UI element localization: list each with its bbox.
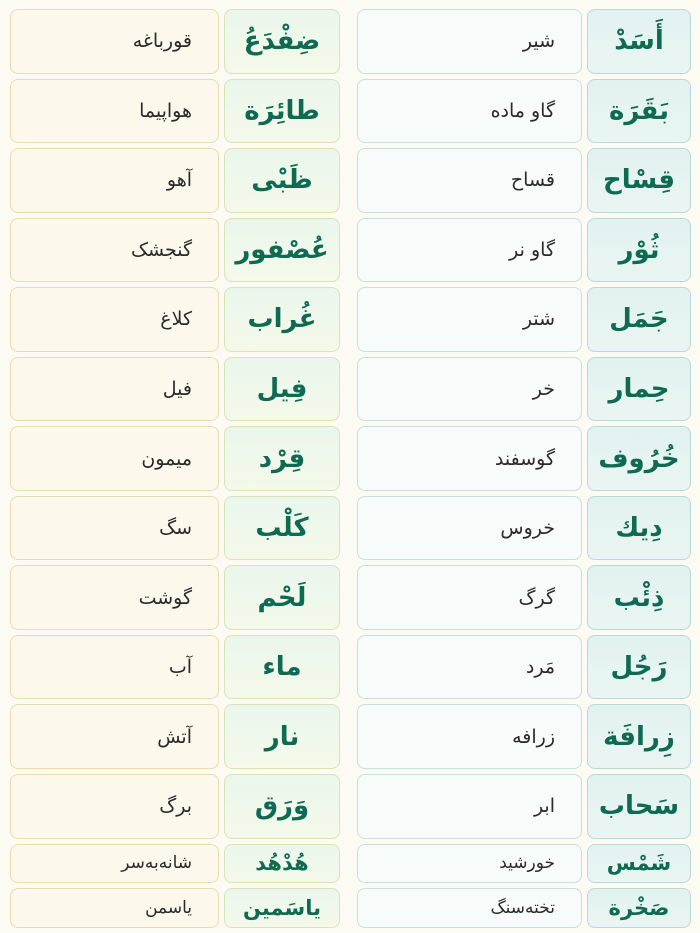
persian-meaning: گاو ماده — [490, 99, 555, 122]
word-cell — [224, 774, 340, 839]
word-cell — [224, 287, 340, 352]
meaning-cell — [357, 9, 582, 74]
word-cell — [224, 9, 340, 74]
arabic-word: بَقَرَة — [609, 95, 669, 126]
vocab-row — [10, 79, 340, 144]
vocab-row — [10, 148, 340, 213]
vocab-row — [357, 704, 691, 769]
vocab-row — [357, 9, 691, 74]
word-cell — [224, 844, 340, 884]
word-cell — [224, 79, 340, 144]
persian-meaning: کلاغ — [160, 308, 192, 331]
persian-meaning: خر — [532, 378, 555, 400]
arabic-word: شَمْس — [606, 851, 672, 876]
arabic-word: یاسَمین — [243, 896, 321, 921]
meaning-cell — [10, 79, 219, 144]
arabic-word: قِرْد — [258, 443, 306, 474]
persian-meaning: میمون — [141, 447, 192, 470]
word-cell — [587, 635, 691, 700]
arabic-word: وَرَق — [254, 791, 310, 822]
word-cell — [587, 565, 691, 630]
meaning-cell — [10, 496, 219, 561]
meaning-cell — [10, 565, 219, 630]
word-cell — [587, 9, 691, 74]
arabic-word: لَحْم — [257, 582, 307, 613]
word-cell — [587, 888, 691, 928]
meaning-cell — [10, 888, 219, 928]
meaning-cell — [357, 357, 582, 422]
word-cell — [587, 357, 691, 422]
meaning-cell — [357, 218, 582, 283]
meaning-cell — [10, 218, 219, 283]
arabic-word: أَسَدْ — [614, 26, 664, 57]
meaning-cell — [357, 774, 582, 839]
arabic-word: ظَبْی — [251, 165, 313, 196]
persian-meaning: هواپیما — [139, 99, 192, 122]
vocab-row — [357, 496, 691, 561]
persian-meaning: قورباغه — [132, 30, 192, 53]
persian-meaning: فیل — [162, 378, 192, 400]
persian-meaning: گنجشک — [131, 238, 192, 261]
arabic-word: رَجُل — [610, 652, 668, 683]
persian-meaning: زرافه — [512, 725, 555, 748]
right-vocabulary-column — [357, 9, 691, 928]
word-cell — [224, 496, 340, 561]
vocab-row — [357, 148, 691, 213]
vocab-row — [10, 774, 340, 839]
persian-meaning: شیر — [522, 30, 555, 53]
arabic-word: طائِرَة — [244, 95, 320, 126]
word-cell — [587, 704, 691, 769]
persian-meaning: خورشید — [499, 853, 555, 874]
word-cell — [587, 148, 691, 213]
word-cell — [224, 218, 340, 283]
persian-meaning: آب — [168, 656, 192, 679]
arabic-word: حِمار — [608, 374, 670, 404]
vocab-row — [10, 888, 340, 928]
persian-meaning: تخته‌سنگ — [490, 898, 555, 919]
vocab-row — [10, 218, 340, 283]
word-cell — [587, 496, 691, 561]
arabic-word: هُدْهُد — [255, 851, 309, 876]
persian-meaning: ابر — [533, 795, 555, 818]
meaning-cell — [10, 357, 219, 422]
vocab-row — [10, 704, 340, 769]
vocab-row — [10, 287, 340, 352]
vocab-row — [10, 426, 340, 491]
meaning-cell — [357, 148, 582, 213]
vocab-row — [357, 635, 691, 700]
persian-meaning: برگ — [159, 795, 192, 818]
meaning-cell — [10, 287, 219, 352]
vocab-row — [357, 357, 691, 422]
persian-meaning: گوسفند — [494, 447, 555, 470]
vocab-row — [10, 496, 340, 561]
meaning-cell — [357, 287, 582, 352]
meaning-cell — [10, 774, 219, 839]
vocab-row — [10, 565, 340, 630]
meaning-cell — [10, 148, 219, 213]
meaning-cell — [10, 426, 219, 491]
word-cell — [587, 844, 691, 884]
vocab-row — [10, 9, 340, 74]
persian-meaning: مَرد — [525, 656, 555, 679]
persian-meaning: گوشت — [138, 586, 192, 609]
persian-meaning: گرگ — [518, 586, 555, 609]
meaning-cell — [357, 79, 582, 144]
arabic-word: ضِفْدَعُ — [243, 26, 321, 57]
arabic-word: ثُوْر — [618, 234, 660, 265]
arabic-word: غُراب — [247, 304, 317, 335]
arabic-word: ماء — [262, 652, 302, 683]
arabic-word: نار — [264, 721, 300, 752]
vocab-row — [10, 635, 340, 700]
meaning-cell — [357, 635, 582, 700]
arabic-word: جَمَل — [609, 304, 669, 335]
word-cell — [224, 704, 340, 769]
word-cell — [224, 357, 340, 422]
arabic-word: کَلْب — [255, 513, 309, 544]
vocab-row — [357, 426, 691, 491]
vocab-row — [357, 774, 691, 839]
persian-meaning: شانه‌به‌سر — [121, 853, 192, 874]
word-cell — [587, 287, 691, 352]
persian-meaning: گاو نر — [509, 238, 555, 261]
word-cell — [587, 79, 691, 144]
arabic-word: زِرافَة — [603, 721, 675, 752]
word-cell — [224, 148, 340, 213]
arabic-word: دِیك — [615, 513, 663, 544]
arabic-word: صَخْرة — [608, 896, 670, 921]
vocab-row — [357, 565, 691, 630]
persian-meaning: قساح — [510, 169, 555, 192]
vocab-row — [357, 79, 691, 144]
arabic-word: قِسْاح — [603, 165, 675, 196]
word-cell — [224, 888, 340, 928]
vocab-row — [357, 844, 691, 884]
persian-meaning: آتش — [157, 725, 192, 748]
vocab-row — [10, 844, 340, 884]
arabic-word: خُرُوف — [598, 443, 680, 474]
arabic-word: ذِئْب — [613, 582, 665, 613]
meaning-cell — [357, 496, 582, 561]
persian-meaning: سگ — [159, 517, 192, 540]
arabic-word: فِیل — [256, 374, 308, 404]
meaning-cell — [10, 704, 219, 769]
word-cell — [587, 218, 691, 283]
vocab-row — [10, 357, 340, 422]
word-cell — [587, 774, 691, 839]
vocab-row — [357, 287, 691, 352]
meaning-cell — [357, 426, 582, 491]
persian-meaning: یاسمن — [145, 898, 192, 919]
word-cell — [224, 565, 340, 630]
word-cell — [224, 426, 340, 491]
meaning-cell — [357, 704, 582, 769]
left-vocabulary-column — [10, 9, 340, 928]
persian-meaning: شتر — [522, 308, 555, 331]
word-cell — [224, 635, 340, 700]
arabic-word: سَحاب — [598, 791, 680, 822]
meaning-cell — [357, 888, 582, 928]
meaning-cell — [10, 9, 219, 74]
meaning-cell — [10, 635, 219, 700]
meaning-cell — [10, 844, 219, 884]
arabic-word: عُصْفور — [235, 234, 329, 265]
meaning-cell — [357, 565, 582, 630]
word-cell — [587, 426, 691, 491]
vocab-row — [357, 218, 691, 283]
persian-meaning: خروس — [500, 517, 555, 540]
vocab-row — [357, 888, 691, 928]
meaning-cell — [357, 844, 582, 884]
persian-meaning: آهو — [166, 169, 192, 192]
